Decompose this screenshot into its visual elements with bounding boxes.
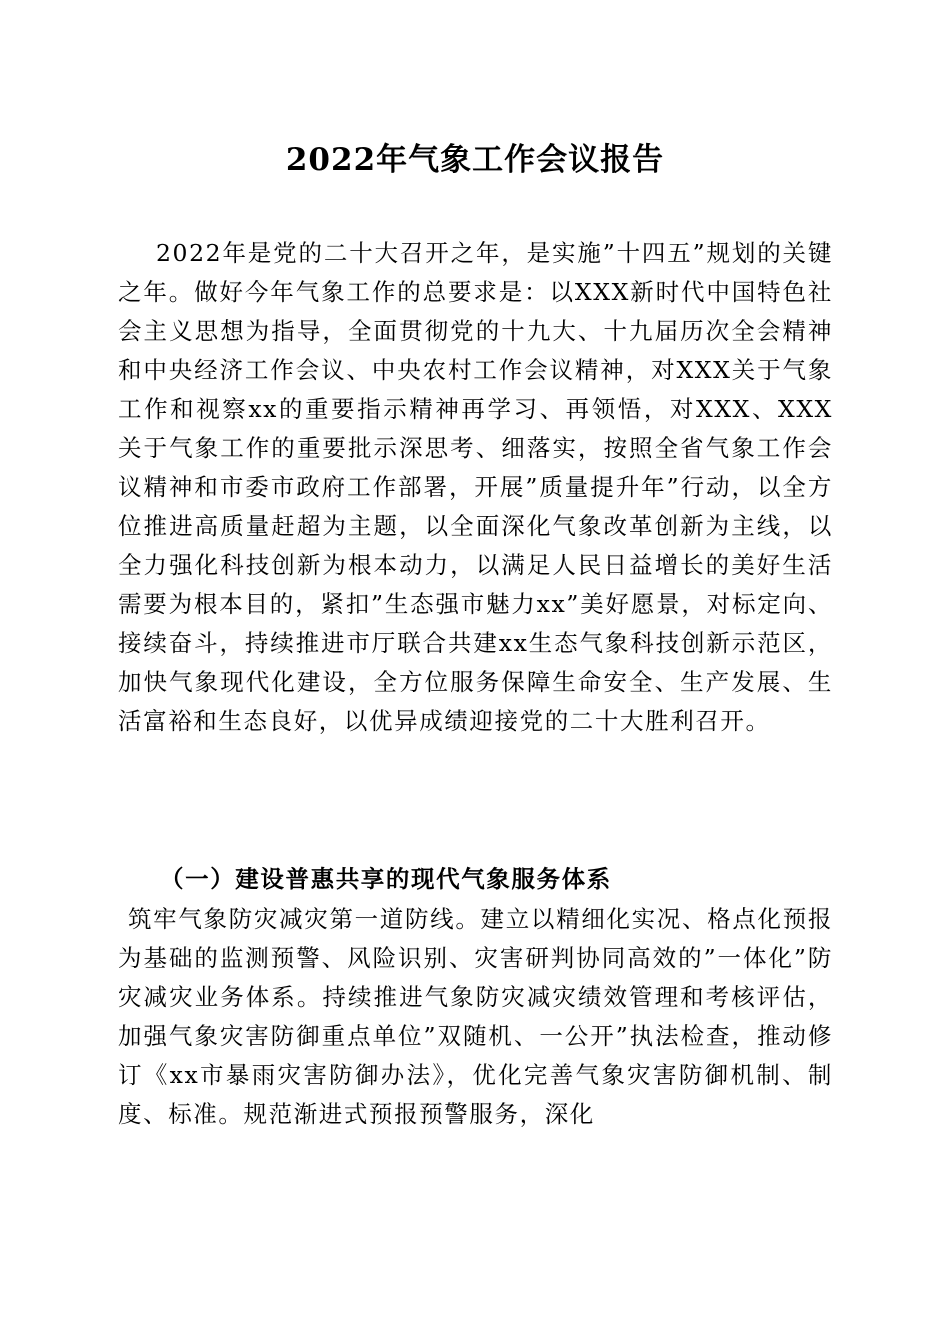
intro-paragraph: 2022年是党的二十大召开之年，是实施”十四五”规划的关键之年。做好今年气象工作的总要求是：以XXX新时代中国特色社会主义思想为指导，全面贯彻党的十九大、十九届历次全会精神和中央经济工作会议、中央农村工作会议精神，对XXX关于气象工作和视察xx的重要指示精神再学习、再领悟，对XXX、XXX关于气象工作的重要批示深思考、细落实，按照全省气象工作会议精神和市委市政府工作部署，开展”质量提升年”行动，以全方位推进高质量赶超为主题，以全面深化气象改革创新为主线，以全力强化科技创新为根本动力，以满足人民日益增长的美好生活需要为根本目的，紧扣”生态强市魅力xx”美好愿景，对标定向、接续奋斗，持续推进市厅联合共建xx生态气象科技创新示范区，加快气象现代化建设，全方位服务保障生命安全、生产发展、生活富裕和生态良好，以优异成绩迎接党的二十大胜利召开。	[118, 239, 833, 735]
section-paragraph: 筑牢气象防灾减灾第一道防线。建立以精细化实况、格点化预报为基础的监测预警、风险识别、灾害研判协同高效的”一体化”防灾减灾业务体系。持续推进气象防灾减灾绩效管理和考核评估，加强气象灾害防御重点单位”双随机、一公开”执法检查，推动修订《xx市暴雨灾害防御办法》，优化完善气象灾害防御机制、制度、标准。规范渐进式预报预警服务，深化	[118, 905, 833, 1128]
document-title: 2022年气象工作会议报告	[285, 142, 665, 178]
section-heading: （一）建设普惠共享的现代气象服务体系	[160, 865, 612, 893]
